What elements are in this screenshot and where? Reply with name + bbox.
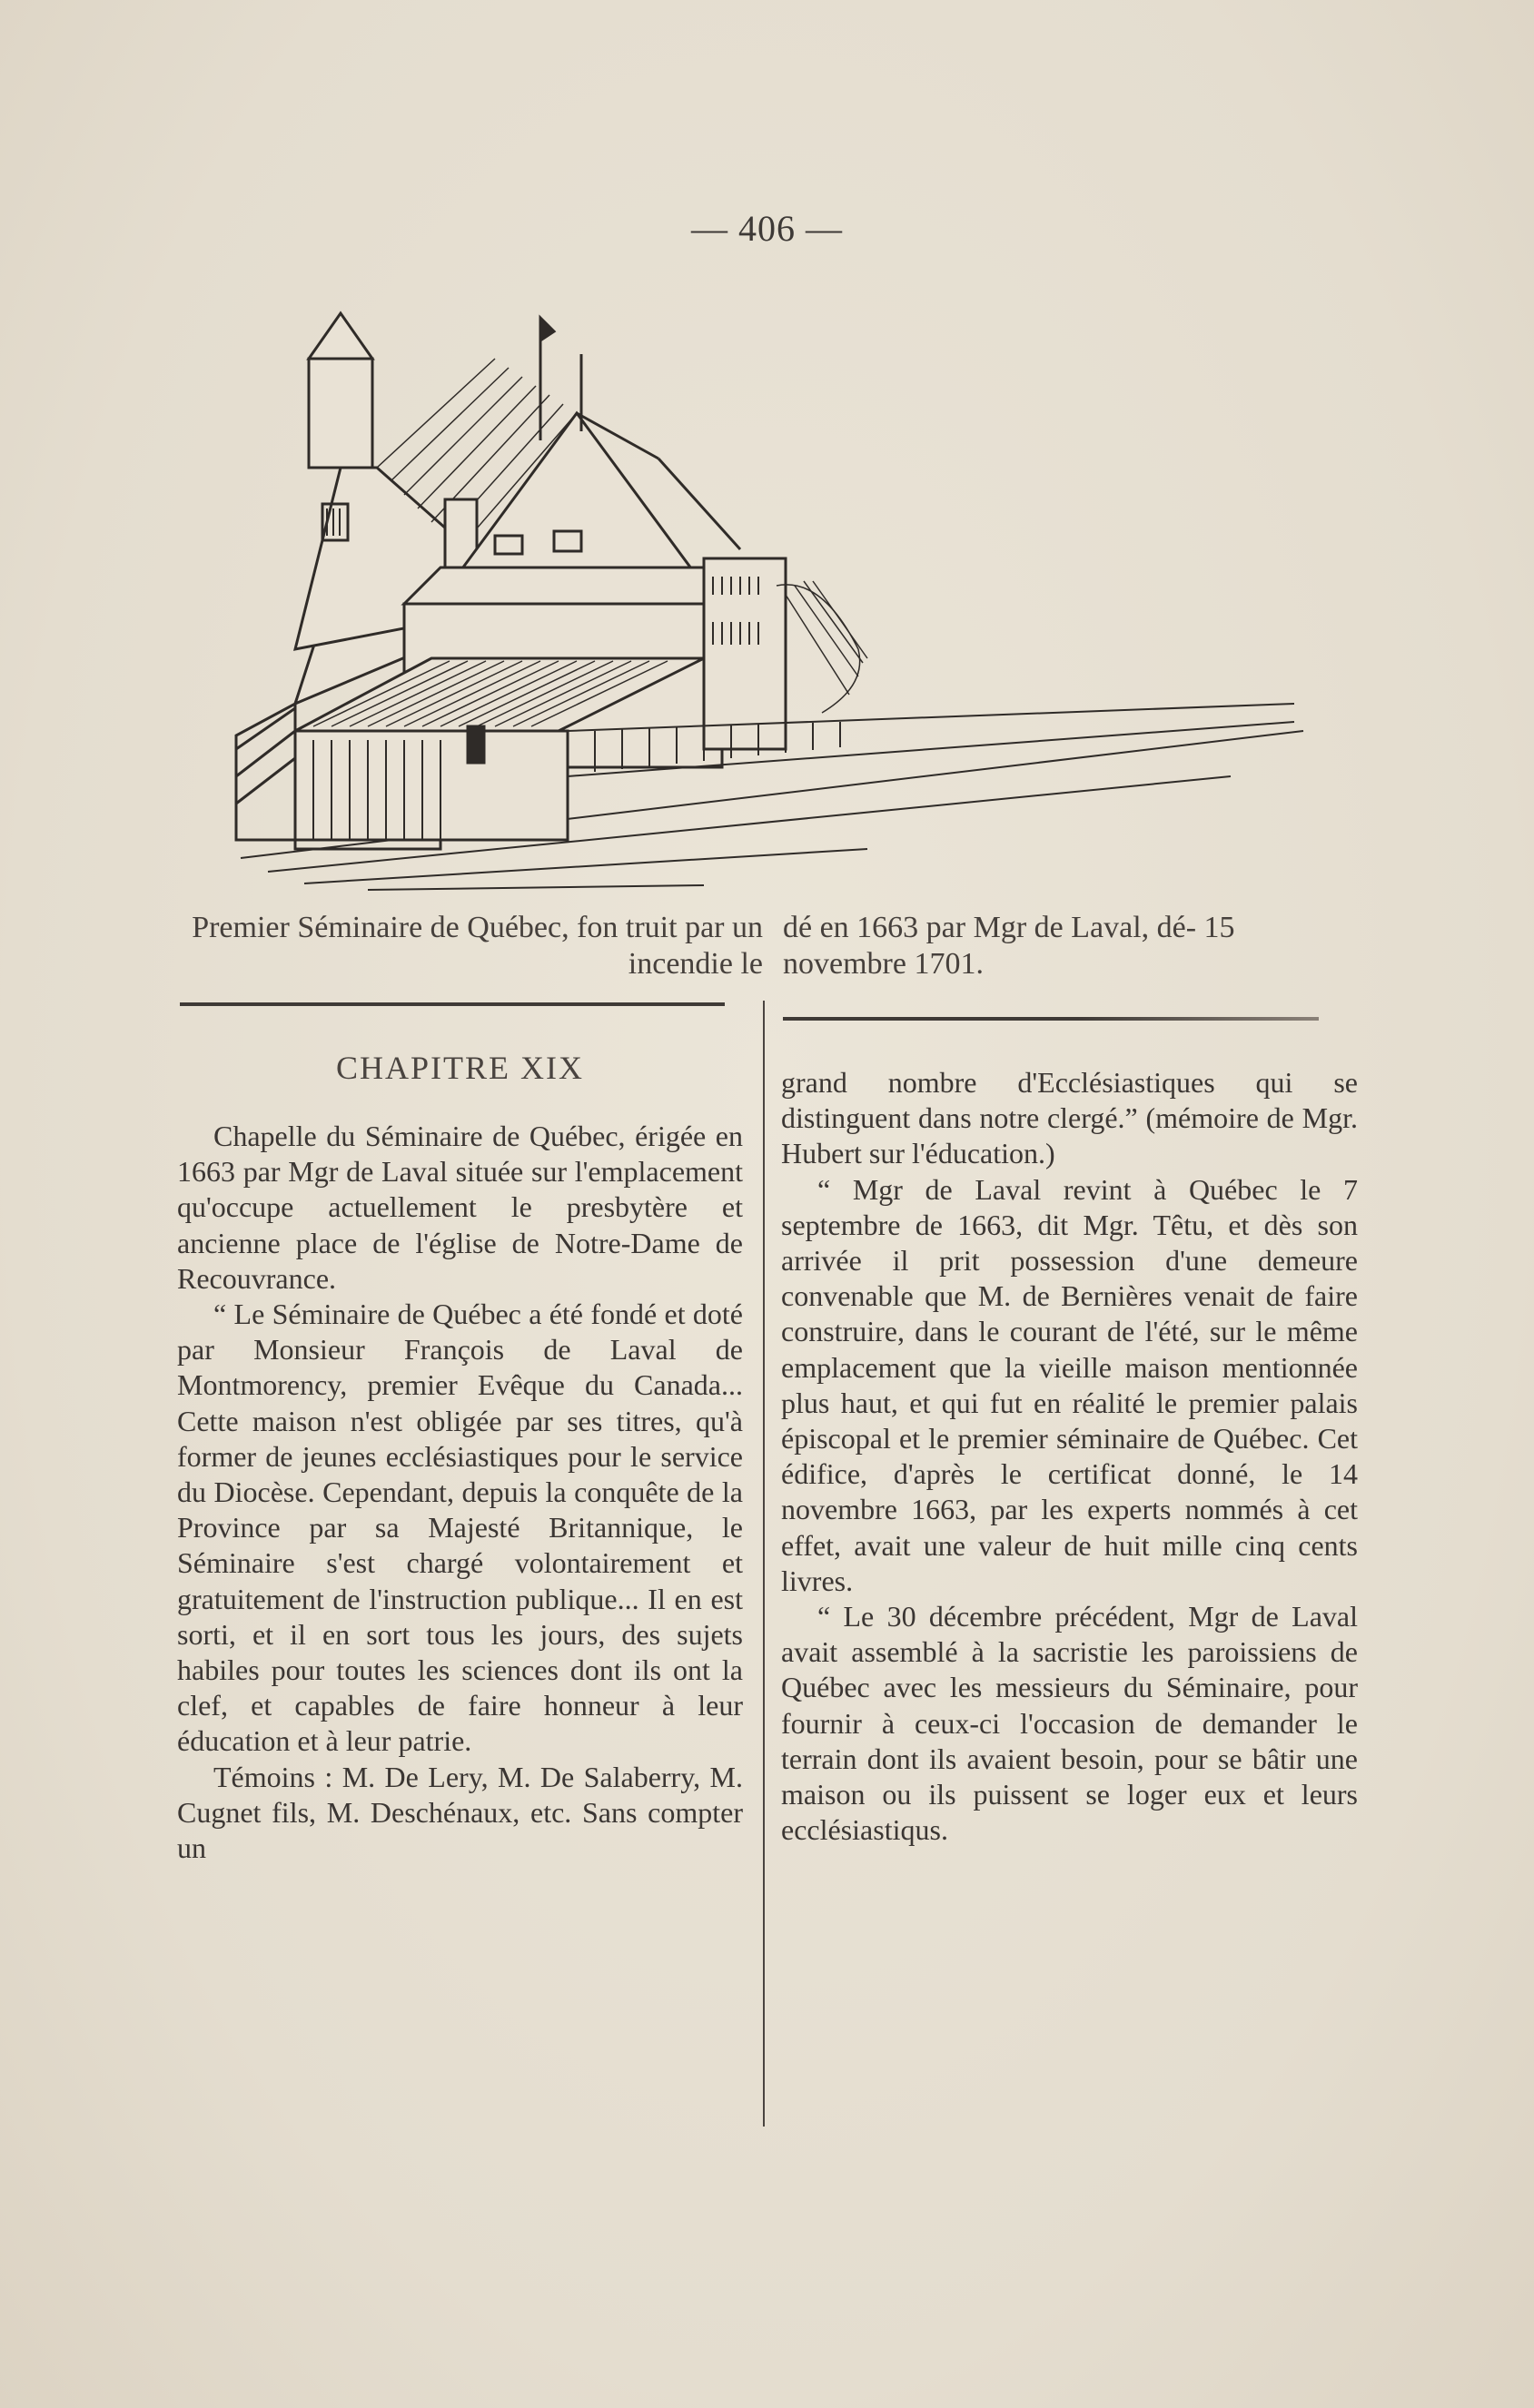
divider-rule-left xyxy=(180,1002,725,1006)
right-column xyxy=(781,1065,1358,1848)
paragraph: “ Mgr de Laval revint à Québec le 7 septembre de 1663, dit Mgr. Têtu, et dès son arrivée il prit possession d'une demeure convenable que M. de Bernières venait de faire construire, dans le courant de l'été, sur le même emplacement que la vieille maison mentionnée plus haut, et qui fut en réalité le premier palais épiscopal et le premier séminaire de Québec. Cet édifice, d'après le certificat donné, le 14 novembre 1663, par les experts nommés à cet effet, avait une valeur de huit mille cinq cents livres. xyxy=(781,1172,1358,1597)
page-number: — 406 — xyxy=(691,208,843,249)
column-divider xyxy=(763,1001,765,2127)
chapter-heading: CHAPITRE XIX xyxy=(336,1050,584,1086)
paragraph: Chapelle du Séminaire de Québec, érigée en 1663 par Mgr de Laval située sur l'emplacement qu'occupe actuellement le presbytère et ancienne place de l'église de Notre-Dame de Recouvrance. xyxy=(177,1120,743,1295)
divider-rule-right xyxy=(783,1017,1319,1021)
paragraph: “ Le 30 décembre précédent, Mgr de Laval avait assemblé à la sacristie les paroissiens de Québec avec les messieurs du Séminaire, pour fournir à ceux-ci l'occasion de demander le terrain dont ils avaient besoin, pour se bâtir une maison ou ils puissent se loger eux et leurs ecclésiastiqus. xyxy=(781,1600,1358,1847)
building-engraving-icon xyxy=(232,304,1312,894)
paragraph: Témoins : M. De Lery, M. De Salaberry, M. Cugnet fils, M. Deschénaux, etc. Sans compter un xyxy=(177,1760,743,1865)
paragraph: grand nombre d'Ecclésiastiques qui se distinguent dans notre clergé.” (mémoire de Mgr. Hubert sur l'éducation.) xyxy=(781,1066,1358,1170)
figure-caption-right: dé en 1663 par Mgr de Laval, dé- 15 novembre 1701. xyxy=(783,911,1235,981)
figure-caption-left: Premier Séminaire de Québec, fon truit par un incendie le xyxy=(192,911,763,981)
left-column xyxy=(177,1119,743,1866)
paragraph: “ Le Séminaire de Québec a été fondé et doté par Monsieur François de Laval de Montmorency, premier Evêque du Canada... Cette maison n'est obligée par ses titres, qu'à former de jeunes ecclésiastiques pour le service du Diocèse. Cependant, depuis la conquête de la Province par sa Majesté Britannique, le Séminaire s'est chargé volontairement et gratuitement de l'instruction publique... Il en est sorti, et il en sort tous les jours, des sujets habiles pour toutes les sciences dont ils ont la clef, et capables de faire honneur à leur éducation et à leur patrie. xyxy=(177,1298,743,1758)
